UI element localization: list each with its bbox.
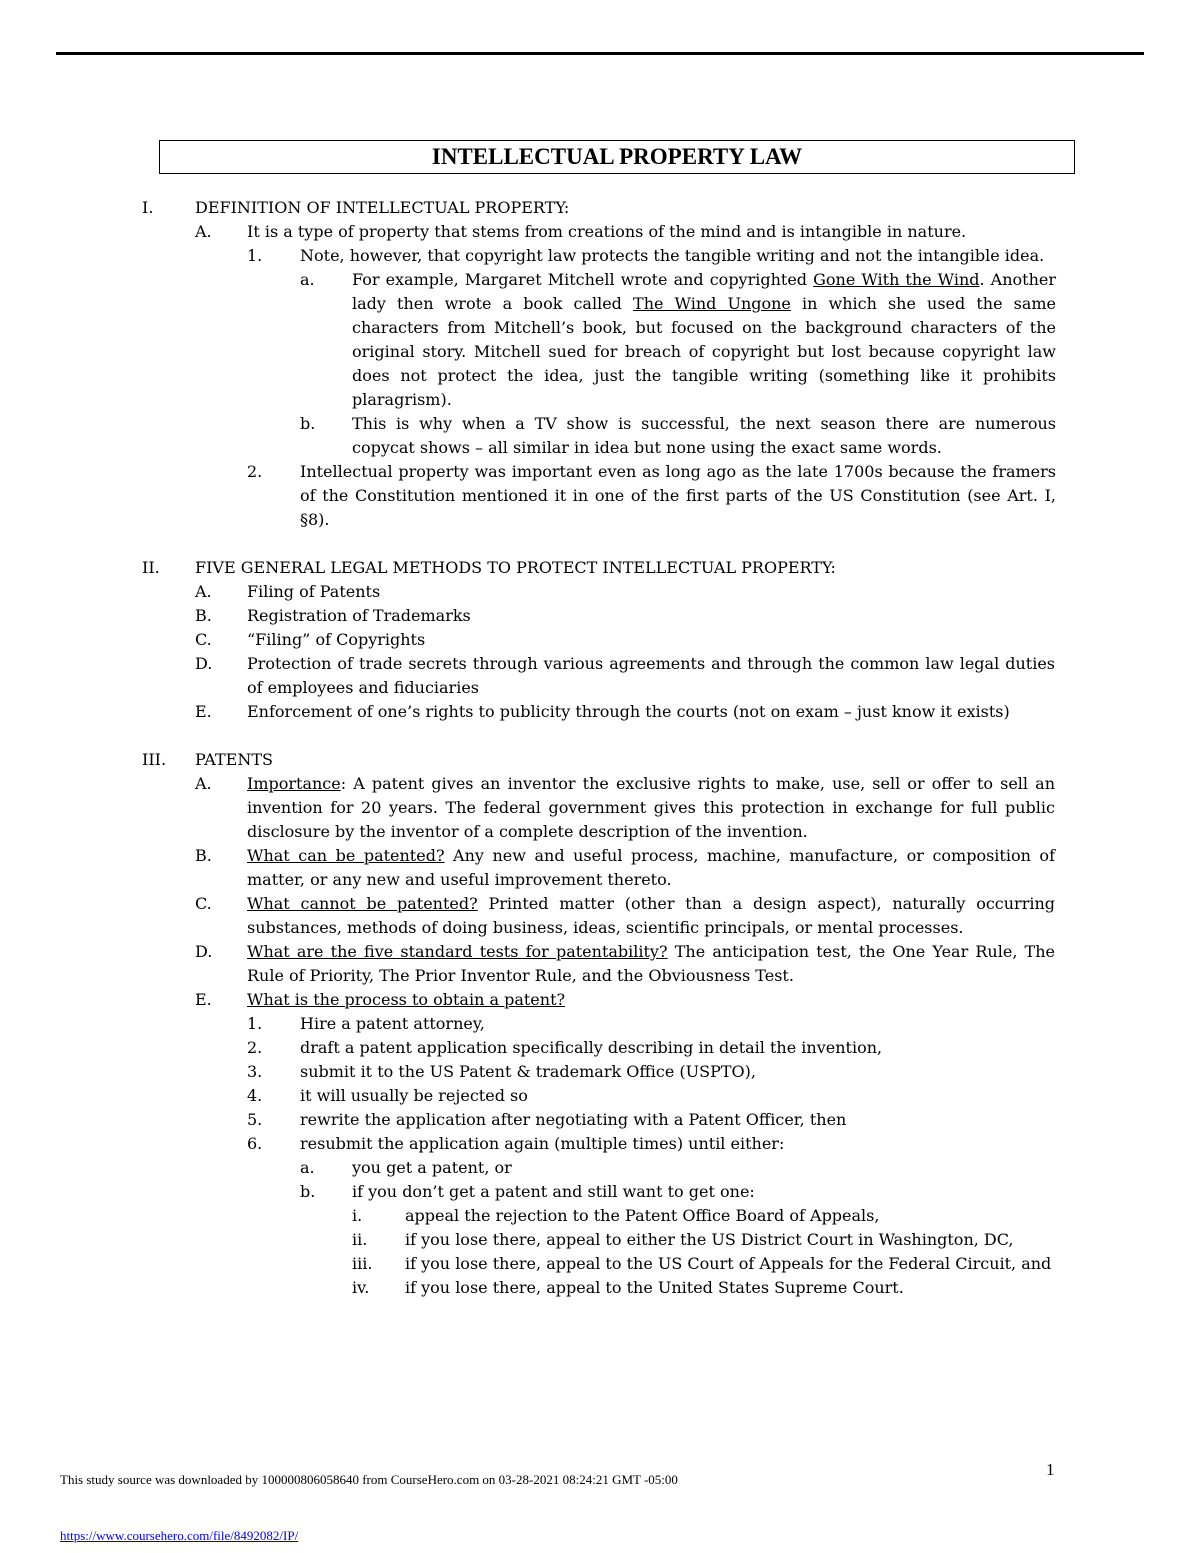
list-marker: iii. bbox=[352, 1254, 373, 1273]
list-marker: 2. bbox=[247, 462, 263, 481]
list-marker: A. bbox=[195, 774, 212, 793]
list-marker: D. bbox=[195, 654, 213, 673]
list-item bbox=[0, 244, 1200, 268]
list-item bbox=[0, 772, 1200, 844]
book-title: Gone With the Wind bbox=[813, 270, 980, 289]
list-item bbox=[0, 604, 1200, 628]
list-item bbox=[0, 1156, 1200, 1180]
section-number: II. bbox=[142, 558, 160, 577]
list-marker: A. bbox=[195, 222, 212, 241]
list-item bbox=[0, 1012, 1200, 1036]
list-item bbox=[0, 892, 1200, 940]
list-item bbox=[0, 1180, 1200, 1204]
section-heading bbox=[0, 748, 1200, 772]
text-run: For example, Margaret Mitchell wrote and copyrighted bbox=[352, 270, 814, 289]
download-notice: This study source was downloaded by 100000806058640 from CourseHero.com on 03-28-2021 08:24:21 GMT -05:00 bbox=[60, 1472, 678, 1487]
text-run: Printed matter (other than a design aspect), naturally occurring substances, methods of doing business, ideas, scientific principals, or mental processes. bbox=[247, 894, 1056, 937]
list-text bbox=[247, 940, 1055, 988]
list-text: This is why when a TV show is successful, the next season there are numerous copycat shows – all similar in idea but none using the exact same words. bbox=[352, 414, 1056, 457]
list-marker: C. bbox=[195, 894, 212, 913]
list-item bbox=[0, 1276, 1200, 1300]
section-number: I. bbox=[142, 198, 154, 217]
text-run: in which she used the same characters from Mitchell’s book, but focused on the background characters of the original story. Mitchell sued for breach of copyright but lost because copyright law does not protect the idea, just the tangible writing (something like it prohibits plaragrism). bbox=[352, 294, 1057, 409]
list-text: draft a patent application specifically describing in detail the invention, bbox=[300, 1038, 883, 1057]
list-text: appeal the rejection to the Patent Office Board of Appeals, bbox=[405, 1206, 880, 1225]
list-marker: D. bbox=[195, 942, 213, 961]
list-text bbox=[247, 844, 1055, 892]
list-text: if you lose there, appeal to the United States Supreme Court. bbox=[405, 1278, 904, 1297]
document-title-box bbox=[159, 140, 1075, 174]
list-text bbox=[247, 988, 1055, 1012]
list-text: if you lose there, appeal to the US Court of Appeals for the Federal Circuit, and bbox=[405, 1254, 1052, 1273]
list-marker: b. bbox=[300, 414, 316, 433]
list-item bbox=[0, 1204, 1200, 1228]
section-heading bbox=[0, 196, 1200, 220]
list-marker: 4. bbox=[247, 1086, 263, 1105]
list-item bbox=[0, 268, 1200, 412]
list-marker: 1. bbox=[247, 1014, 263, 1033]
list-item bbox=[0, 412, 1200, 460]
top-rule bbox=[56, 52, 1144, 55]
section-spacer bbox=[0, 724, 1200, 748]
list-text: “Filing” of Copyrights bbox=[247, 630, 426, 649]
section-spacer bbox=[0, 532, 1200, 556]
list-marker: E. bbox=[195, 702, 212, 721]
item-label: What is the process to obtain a patent? bbox=[247, 990, 566, 1009]
section-title: PATENTS bbox=[195, 750, 273, 769]
list-marker: C. bbox=[195, 630, 212, 649]
list-text: it will usually be rejected so bbox=[300, 1086, 528, 1105]
list-text: Hire a patent attorney, bbox=[300, 1014, 485, 1033]
document-title: INTELLECTUAL PROPERTY LAW bbox=[431, 144, 803, 169]
text-run: Any new and useful process, machine, manufacture, or composition of matter, or any new and useful improvement thereto. bbox=[247, 846, 1055, 889]
list-text: Filing of Patents bbox=[247, 582, 381, 601]
list-marker: B. bbox=[195, 846, 212, 865]
list-text: Intellectual property was important even as long ago as the late 1700s because the framers of the Constitution mentioned it in one of the first parts of the US Constitution (see Art. I, §8). bbox=[300, 462, 1056, 529]
text-run: . Another lady then wrote a book called bbox=[352, 270, 1057, 313]
list-text: resubmit the application again (multiple times) until either: bbox=[300, 1134, 785, 1153]
list-marker: 1. bbox=[247, 246, 263, 265]
section-title: DEFINITION OF INTELLECTUAL PROPERTY: bbox=[195, 198, 570, 217]
list-text bbox=[352, 268, 1056, 412]
list-item bbox=[0, 988, 1200, 1012]
section-title: FIVE GENERAL LEGAL METHODS TO PROTECT INTELLECTUAL PROPERTY: bbox=[195, 558, 836, 577]
document-body bbox=[0, 196, 1200, 1300]
list-item bbox=[0, 580, 1200, 604]
list-item bbox=[0, 940, 1200, 988]
source-link[interactable]: https://www.coursehero.com/file/8492082/IP/ bbox=[60, 1528, 299, 1543]
list-marker: iv. bbox=[352, 1278, 370, 1297]
list-marker: i. bbox=[352, 1206, 363, 1225]
list-marker: 3. bbox=[247, 1062, 263, 1081]
list-text: rewrite the application after negotiating with a Patent Officer, then bbox=[300, 1110, 847, 1129]
list-item bbox=[0, 1084, 1200, 1108]
list-marker: 6. bbox=[247, 1134, 263, 1153]
list-item bbox=[0, 1060, 1200, 1084]
text-run: : A patent gives an inventor the exclusive rights to make, use, sell or offer to sell an invention for 20 years. The federal government gives this protection in exchange for full public disclosure by the inventor of a complete description of the invention. bbox=[247, 774, 1055, 841]
list-item bbox=[0, 844, 1200, 892]
list-item bbox=[0, 1228, 1200, 1252]
list-item bbox=[0, 1252, 1200, 1276]
list-marker: B. bbox=[195, 606, 212, 625]
list-item bbox=[0, 628, 1200, 652]
list-text: Enforcement of one’s rights to publicity through the courts (not on exam – just know it exists) bbox=[247, 702, 1010, 721]
list-item bbox=[0, 1036, 1200, 1060]
list-marker: E. bbox=[195, 990, 212, 1009]
text-run: The anticipation test, the One Year Rule, The Rule of Priority, The Prior Inventor Rule, and the Obviousness Test. bbox=[247, 942, 1056, 985]
list-item bbox=[0, 652, 1200, 700]
page-number: 1 bbox=[1046, 1460, 1055, 1479]
list-item bbox=[0, 1108, 1200, 1132]
list-text: if you lose there, appeal to either the US District Court in Washington, DC, bbox=[405, 1230, 1014, 1249]
list-marker: b. bbox=[300, 1182, 316, 1201]
list-text: if you don’t get a patent and still want to get one: bbox=[352, 1182, 755, 1201]
list-text: Note, however, that copyright law protects the tangible writing and not the intangible idea. bbox=[300, 246, 1045, 265]
list-marker: ii. bbox=[352, 1230, 368, 1249]
book-title: The Wind Ungone bbox=[633, 294, 791, 313]
list-item bbox=[0, 460, 1200, 532]
list-item bbox=[0, 700, 1200, 724]
list-text: Protection of trade secrets through various agreements and through the common law legal duties of employees and fiduciaries bbox=[247, 654, 1055, 697]
list-text: It is a type of property that stems from creations of the mind and is intangible in nature. bbox=[247, 222, 967, 241]
item-label: What are the five standard tests for patentability? bbox=[247, 942, 668, 961]
list-text bbox=[247, 772, 1055, 844]
section-number: III. bbox=[142, 750, 167, 769]
list-item bbox=[0, 220, 1200, 244]
section-heading bbox=[0, 556, 1200, 580]
list-marker: a. bbox=[300, 1158, 315, 1177]
list-text: Registration of Trademarks bbox=[247, 606, 471, 625]
list-text bbox=[247, 892, 1055, 940]
list-marker: a. bbox=[300, 270, 315, 289]
item-label: Importance bbox=[247, 774, 341, 793]
list-marker: A. bbox=[195, 582, 212, 601]
item-label: What cannot be patented? bbox=[247, 894, 478, 913]
list-marker: 2. bbox=[247, 1038, 263, 1057]
item-label: What can be patented? bbox=[247, 846, 445, 865]
list-text: you get a patent, or bbox=[352, 1158, 512, 1177]
list-item bbox=[0, 1132, 1200, 1156]
list-marker: 5. bbox=[247, 1110, 263, 1129]
list-text: submit it to the US Patent & trademark Office (USPTO), bbox=[300, 1062, 756, 1081]
